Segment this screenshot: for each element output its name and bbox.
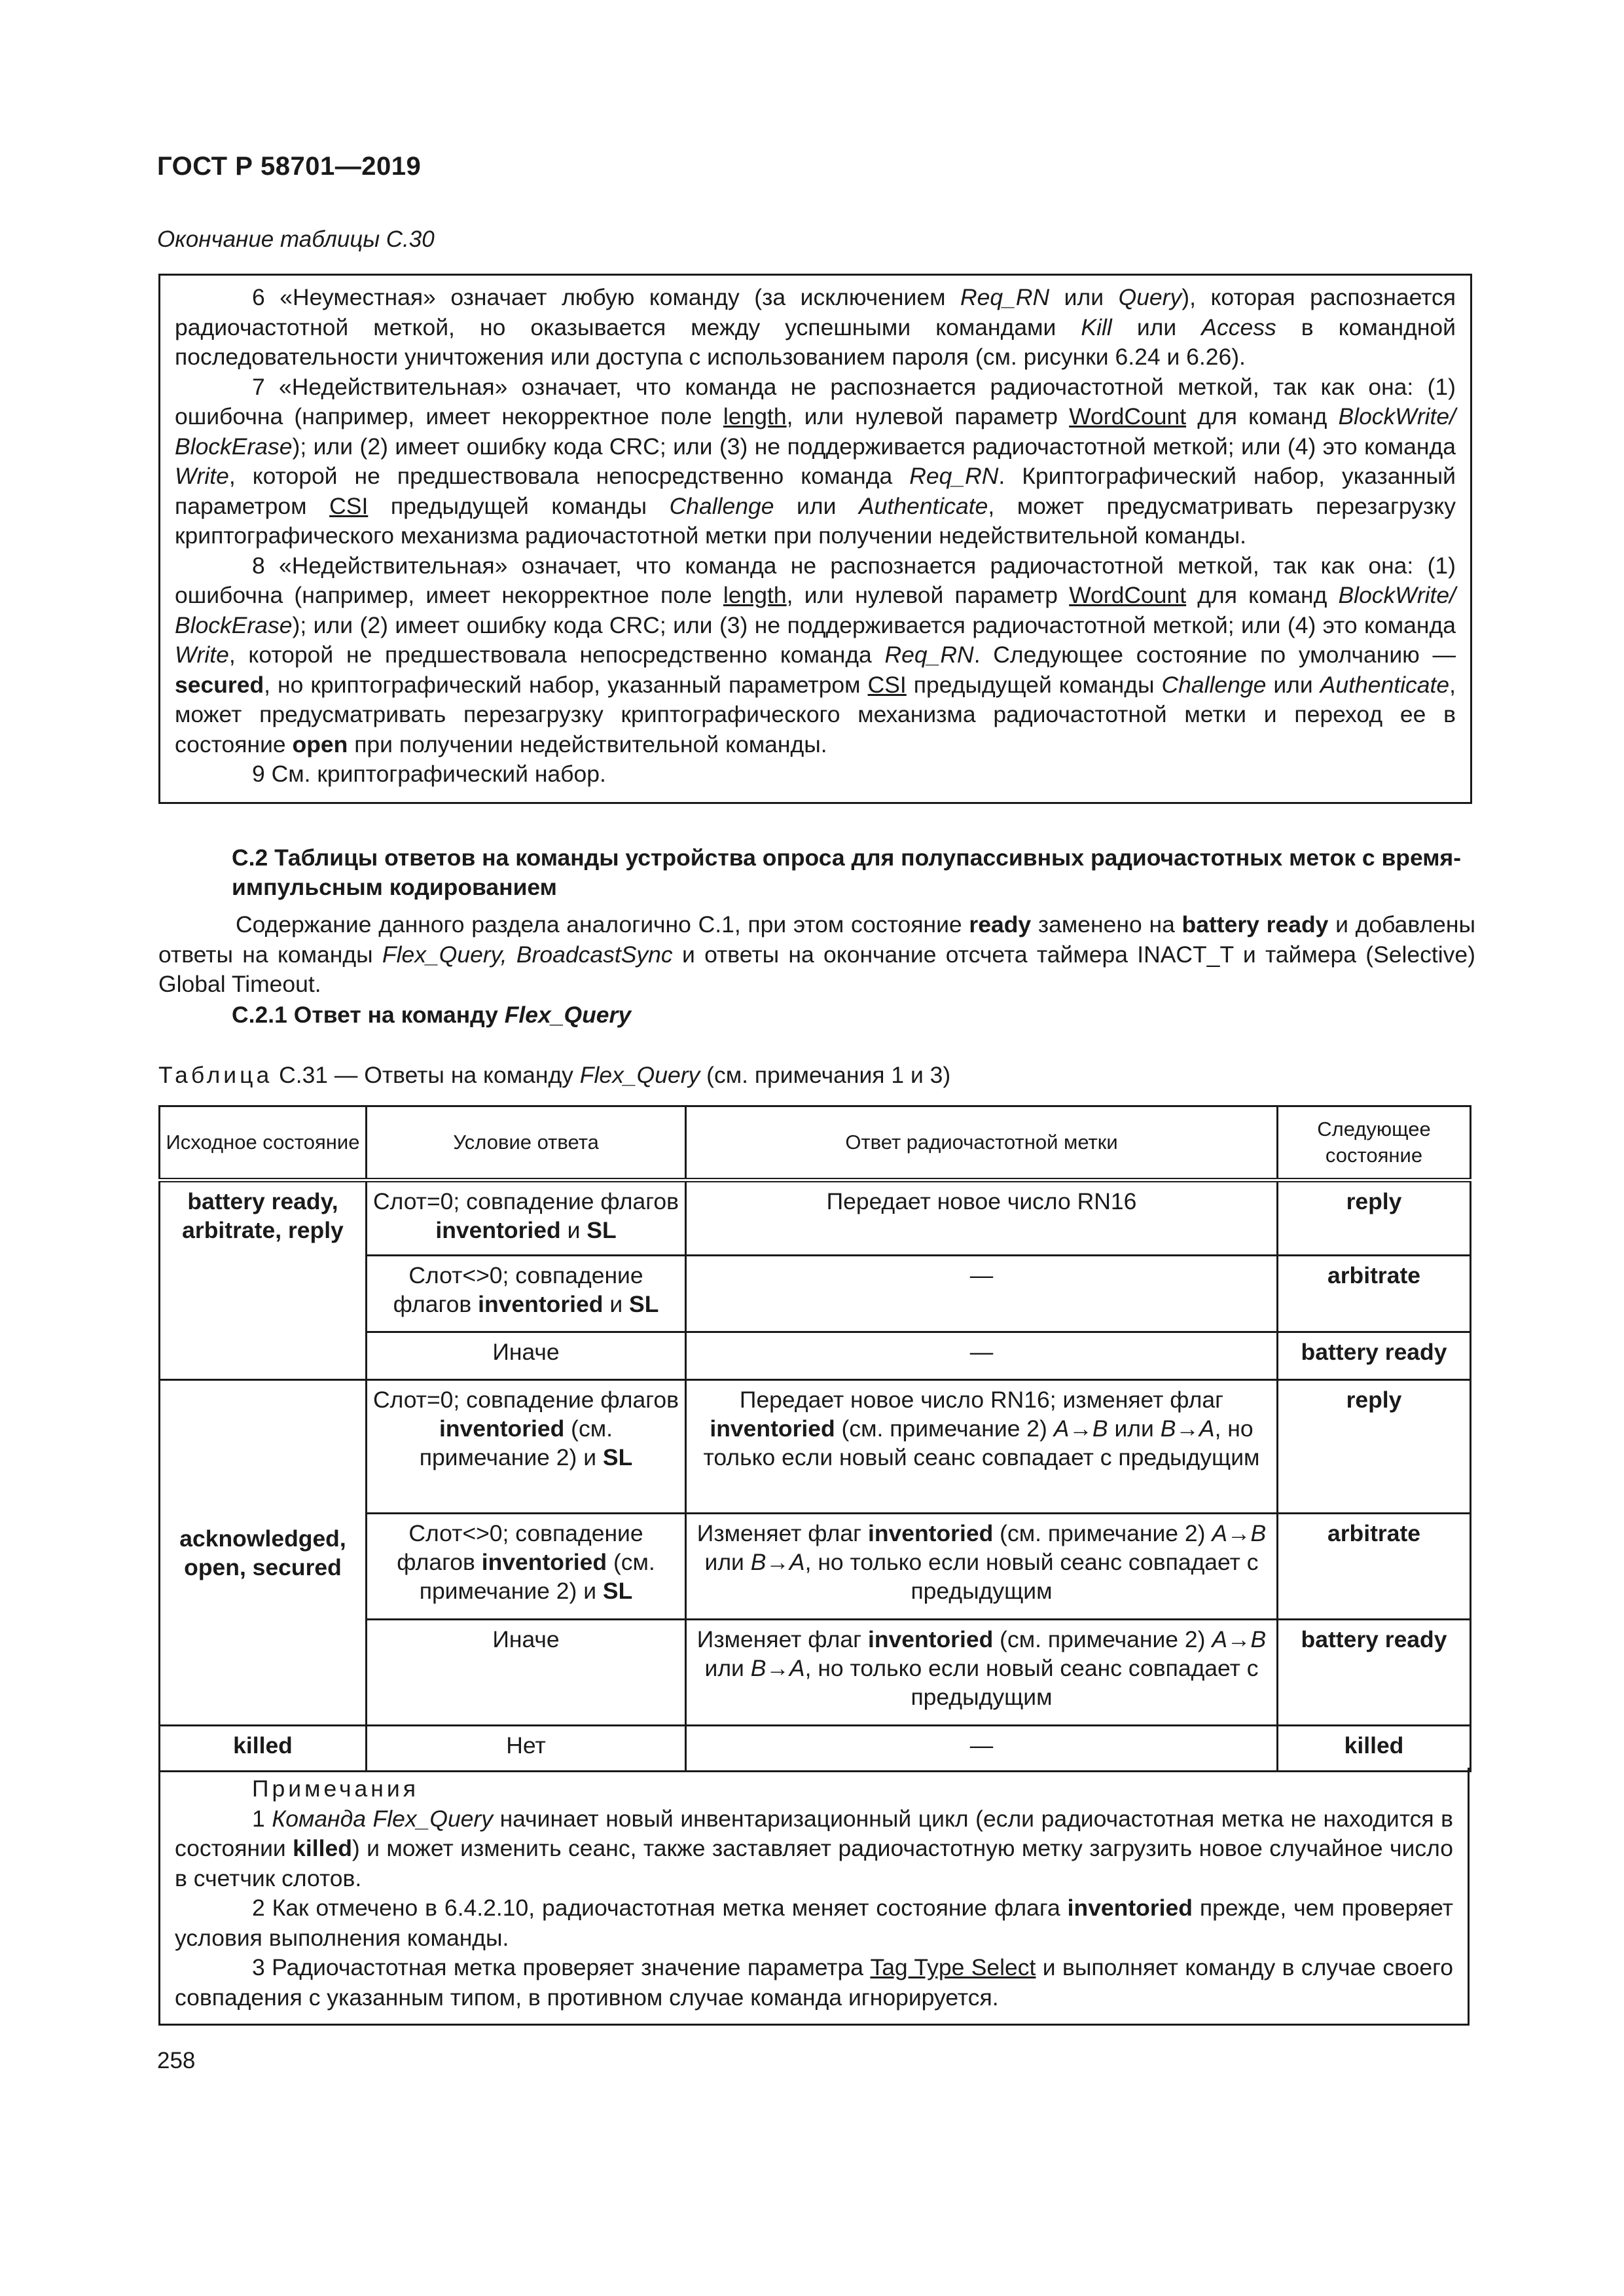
table-note-2: 2 Как отмечено в 6.4.2.10, радиочастотная метка меняет состояние флага inventoried прежде, чем проверяет условия выполнения команды.	[175, 1895, 1454, 1951]
state-cell: battery ready, arbitrate, reply	[160, 1180, 367, 1380]
condition-cell: Слот<>0; совпадение флагов inventoried (см. примечание 2) и SL	[367, 1514, 686, 1620]
next-state-cell: battery ready	[1278, 1332, 1471, 1380]
condition-cell: Иначе	[367, 1620, 686, 1726]
table-caption: Таблица С.31 — Ответы на команду Flex_Query (см. примечания 1 и 3)	[158, 1062, 951, 1088]
condition-cell: Нет	[367, 1726, 686, 1772]
note-6: 6 «Неуместная» означает любую команду (за исключением Req_RN или Query), которая распознается радиочастотной меткой, но оказывается между успешными командами Kill или Access в командной последовательности уничтожения или доступа с использованием пароля (см. рисунки 6.24 и 6.26).	[175, 284, 1456, 370]
note-9: 9 См. криптографический набор.	[252, 761, 606, 787]
next-state-cell: reply	[1278, 1180, 1471, 1256]
next-state-cell: battery ready	[1278, 1620, 1471, 1726]
response-cell: Изменяет флаг inventoried (см. примечание 2) A→B или B→A, но только если новый сеанс совпадает с предыдущим	[686, 1620, 1278, 1726]
next-state-cell: arbitrate	[1278, 1514, 1471, 1620]
next-state-cell: killed	[1278, 1726, 1471, 1772]
document-header: ГОСТ Р 58701—2019	[157, 152, 422, 181]
subsection-heading: С.2.1 Ответ на команду Flex_Query	[232, 1002, 632, 1028]
table-header-row	[160, 1106, 1471, 1180]
section-heading: С.2 Таблицы ответов на команды устройства опроса для полупассивных радиочастотных меток с время-импульсным кодированием	[232, 845, 1462, 900]
next-state-cell: arbitrate	[1278, 1256, 1471, 1332]
table-row	[160, 1180, 1471, 1256]
header-next-state: Следующее состояние	[1278, 1106, 1471, 1180]
page-number: 258	[157, 2048, 196, 2073]
response-cell: —	[686, 1332, 1278, 1380]
state-cell: killed	[160, 1726, 367, 1772]
response-cell: Изменяет флаг inventoried (см. примечание 2) A→B или B→A, но только если новый сеанс совпадает с предыдущим	[686, 1514, 1278, 1620]
condition-cell: Слот=0; совпадение флагов inventoried (см. примечание 2) и SL	[367, 1380, 686, 1514]
notes-title: Примечания	[252, 1776, 419, 1802]
note-8: 8 «Недействительная» означает, что команда не распознается радиочастотной меткой, так как она: (1) ошибочна (например, имеет некорректное поле length, или нулевой параметр WordCount для команд BlockWrite/ BlockErase); или (2) имеет ошибку кода CRC; или (3) не поддерживается радиочастотной меткой; или (4) это команда Write, которой не предшествовала непосредственно команда Req_RN. Следующее состояние по умолчанию — secured, но криптографический набор, указанный параметром CSI предыдущей команды Challenge или Authenticate, может предусматривать перезагрузку криптографического механизма радиочастотной метки и переход ее в состояние open при получении недействительной команды.	[175, 552, 1456, 757]
table-row	[160, 1380, 1471, 1514]
note-7: 7 «Недействительная» означает, что команда не распознается радиочастотной меткой, так как она: (1) ошибочна (например, имеет некорректное поле length, или нулевой параметр WordCount для команд BlockWrite/ BlockErase); или (2) имеет ошибку кода CRC; или (3) не поддерживается радиочастотной меткой; или (4) это команда Write, которой не предшествовала непосредственно команда Req_RN. Криптографический набор, указанный параметром CSI предыдущей команды Challenge или Authenticate, может предусматривать перезагрузку криптографического механизма радиочастотной метки при получении недействительной команды.	[175, 373, 1456, 549]
state-cell: acknowledged, open, secured	[160, 1380, 367, 1726]
response-table	[158, 1105, 1471, 1772]
table-continuation-label: Окончание таблицы С.30	[157, 227, 435, 252]
header-condition: Условие ответа	[367, 1106, 686, 1180]
next-state-cell: reply	[1278, 1380, 1471, 1514]
table-row	[160, 1726, 1471, 1772]
header-source-state: Исходное состояние	[160, 1106, 367, 1180]
condition-cell: Слот<>0; совпадение флагов inventoried и SL	[367, 1256, 686, 1332]
response-cell: Передает новое число RN16	[686, 1180, 1278, 1256]
response-cell: —	[686, 1726, 1278, 1772]
table-c31-notes	[158, 1768, 1470, 2026]
table-note-1: 1 Команда Flex_Query начинает новый инвентаризационный цикл (если радиочастотная метка не находится в состоянии killed) и может изменить сеанс, также заставляет радиочастотную метку загрузить новое случайное число в счетчик слотов.	[175, 1805, 1453, 1891]
condition-cell: Слот=0; совпадение флагов inventoried и SL	[367, 1180, 686, 1256]
condition-cell: Иначе	[367, 1332, 686, 1380]
header-response: Ответ радиочастотной метки	[686, 1106, 1278, 1180]
table-note-3: 3 Радиочастотная метка проверяет значение параметра Tag Type Select и выполняет команду в случае своего совпадения с указанным типом, в противном случае команда игнорируется.	[175, 1954, 1454, 2011]
section-body: Содержание данного раздела аналогично С.1, при этом состояние ready заменено на battery ready и добавлены ответы на команды Flex_Query, BroadcastSync и ответы на окончание отсчета таймера INACT_T и таймера (Selective) Global Timeout.	[158, 911, 1476, 997]
table-c30-notes	[158, 274, 1472, 804]
response-cell: —	[686, 1256, 1278, 1332]
response-cell: Передает новое число RN16; изменяет флаг inventoried (см. примечание 2) A→B или B→A, но только если новый сеанс совпадает с предыдущим	[686, 1380, 1278, 1514]
